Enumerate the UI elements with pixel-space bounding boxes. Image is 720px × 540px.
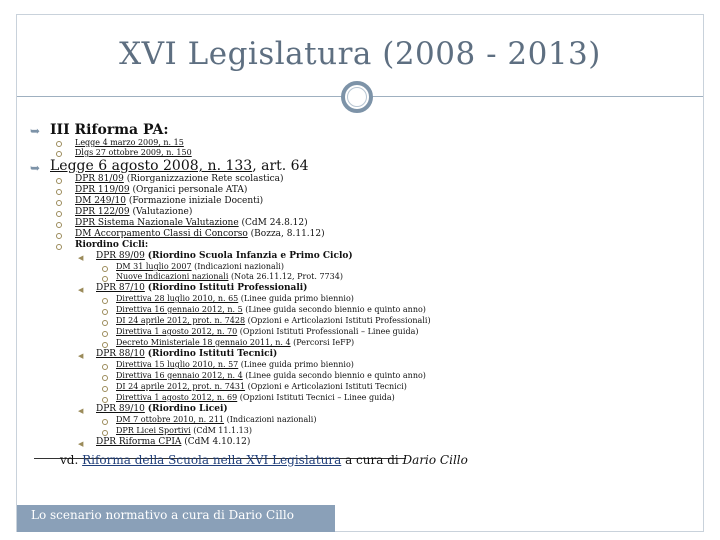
law-link[interactable]: Decreto Ministeriale 18 gennaio 2011, n. 4 [116,338,291,347]
law-link[interactable]: DPR Sistema Nazionale Valutazione [75,218,239,228]
triangle-bullet-icon: ◀ [78,352,84,360]
circle-bullet-icon [56,189,62,195]
law-link[interactable]: Direttiva 15 luglio 2010, n. 57 [116,360,239,369]
law-link[interactable]: DM 31 luglio 2007 [116,262,192,271]
ciclo-item: DPR Riforma CPIA (CdM 4.10.12) [96,437,251,447]
legge-133-link[interactable]: Legge 6 agosto 2008, n. 133 [50,158,253,174]
sub-item: Nuove Indicazioni nazionali (Nota 26.11.12, Prot. 7734) [116,272,343,281]
sub-item: Direttiva 1 agosto 2012, n. 70 (Opzioni Istituti Professionali – Linee guida) [116,327,419,336]
reference-note: vd. Riforma della Scuola nella XVI Legislatura a cura di Dario Cillo [60,453,468,467]
sub-item: DM 31 luglio 2007 (Indicazioni nazionali) [116,262,284,271]
list-item[interactable] [75,138,184,147]
author-name: Dario Cillo [402,453,468,467]
law-link[interactable]: DPR 88/10 [96,349,145,359]
law-link[interactable]: Direttiva 28 luglio 2010, n. 65 [116,294,239,303]
law-link[interactable]: Dlgs 27 ottobre 2009, n. 150 [75,148,192,157]
law-link[interactable]: DPR 119/09 [75,185,130,195]
law-link[interactable]: Legge 4 marzo 2009, n. 15 [75,138,184,147]
list-item: DPR 81/09 (Riorganizzazione Rete scolastica) [75,174,284,184]
footer-text: Lo scenario normativo a cura di Dario Cillo [31,508,294,522]
law-link[interactable]: DM Accorpamento Classi di Concorso [75,229,248,239]
circle-bullet-icon [56,141,62,147]
circle-bullet-icon [56,233,62,239]
circle-bullet-icon [102,331,108,337]
circle-bullet-icon [102,397,108,403]
law-link[interactable]: DPR 81/09 [75,174,124,184]
riordino-cicli-label: Riordino Cicli: [75,240,149,250]
sub-item: Direttiva 16 gennaio 2012, n. 5 (Linee guida secondo biennio e quinto anno) [116,305,426,314]
section-heading-riforma-pa: III Riforma PA: [50,122,169,138]
sub-item: Decreto Ministeriale 18 gennaio 2011, n. 4 (Percorsi IeFP) [116,338,355,347]
sub-item: DPR Licei Sportivi (CdM 11.1.13) [116,426,252,435]
circle-bullet-icon [102,364,108,370]
list-item[interactable] [75,148,192,157]
law-link[interactable]: Direttiva 16 gennaio 2012, n. 4 [116,371,243,380]
circle-bullet-icon [102,309,108,315]
arrow-bullet-icon: ➥ [30,124,41,138]
law-link[interactable]: DM 7 ottobre 2010, n. 211 [116,415,225,424]
sub-item: DI 24 aprile 2012, prot. n. 7428 (Opzioni e Articolazioni Istituti Professionali) [116,316,431,325]
list-item: DPR 122/09 (Valutazione) [75,207,193,217]
sub-item: Direttiva 28 luglio 2010, n. 65 (Linee guida primo biennio) [116,294,354,303]
list-item: DPR Sistema Nazionale Valutazione (CdM 24.8.12) [75,218,308,228]
ciclo-item: DPR 87/10 (Riordino Istituti Professionali) [96,283,308,293]
divider-ring-ornament [341,81,373,113]
list-item: DM 249/10 (Formazione iniziale Docenti) [75,196,264,206]
triangle-bullet-icon: ◀ [78,440,84,448]
law-link[interactable]: DI 24 aprile 2012, prot. n. 7428 [116,316,246,325]
ciclo-item: DPR 88/10 (Riordino Istituti Tecnici) [96,349,278,359]
circle-bullet-icon [102,375,108,381]
circle-bullet-icon [56,151,62,157]
circle-bullet-icon [56,211,62,217]
law-link[interactable]: DPR Licei Sportivi [116,426,191,435]
law-link[interactable]: DM 249/10 [75,196,126,206]
slide-title: XVI Legislatura (2008 - 2013) [119,36,601,72]
circle-bullet-icon [56,244,62,250]
circle-bullet-icon [102,342,108,348]
circle-bullet-icon [102,298,108,304]
ciclo-item: DPR 89/10 (Riordino Licei) [96,404,228,414]
list-item: DM Accorpamento Classi di Concorso (Bozza, 8.11.12) [75,229,325,239]
law-link[interactable]: DI 24 aprile 2012, prot. n. 7431 [116,382,246,391]
circle-bullet-icon [56,222,62,228]
circle-bullet-icon [102,419,108,425]
sub-item: Direttiva 1 agosto 2012, n. 69 (Opzioni Istituti Tecnici – Linee guida) [116,393,395,402]
triangle-bullet-icon: ◀ [78,286,84,294]
law-link[interactable]: Nuove Indicazioni nazionali [116,272,229,281]
triangle-bullet-icon: ◀ [78,407,84,415]
law-link[interactable]: DPR 122/09 [75,207,130,217]
law-link[interactable]: DPR 89/10 [96,404,145,414]
arrow-bullet-icon: ➥ [30,161,41,175]
circle-bullet-icon [56,200,62,206]
law-link[interactable]: DPR 87/10 [96,283,145,293]
sub-item: Direttiva 15 luglio 2010, n. 57 (Linee guida primo biennio) [116,360,354,369]
circle-bullet-icon [56,178,62,184]
law-link[interactable]: DPR Riforma CPIA [96,437,182,447]
ciclo-item: DPR 89/09 (Riordino Scuola Infanzia e Primo Ciclo) [96,251,353,261]
law-link[interactable]: Direttiva 1 agosto 2012, n. 69 [116,393,238,402]
law-link[interactable]: Direttiva 16 gennaio 2012, n. 5 [116,305,243,314]
circle-bullet-icon [102,430,108,436]
circle-bullet-icon [102,266,108,272]
sub-item: DI 24 aprile 2012, prot. n. 7431 (Opzioni e Articolazioni Istituti Tecnici) [116,382,407,391]
law-link[interactable]: DPR 89/09 [96,251,145,261]
triangle-bullet-icon: ◀ [78,254,84,262]
circle-bullet-icon [102,276,108,282]
circle-bullet-icon [102,386,108,392]
law-link[interactable]: Direttiva 1 agosto 2012, n. 70 [116,327,238,336]
sub-item: DM 7 ottobre 2010, n. 211 (Indicazioni nazionali) [116,415,317,424]
sub-item: Direttiva 16 gennaio 2012, n. 4 (Linee guida secondo biennio e quinto anno) [116,371,426,380]
list-item: DPR 119/09 (Organici personale ATA) [75,185,248,195]
reference-link[interactable]: Riforma della Scuola nella XVI Legislatura [82,453,342,467]
section-heading-legge-133: Legge 6 agosto 2008, n. 133, art. 64 [50,158,309,174]
circle-bullet-icon [102,320,108,326]
